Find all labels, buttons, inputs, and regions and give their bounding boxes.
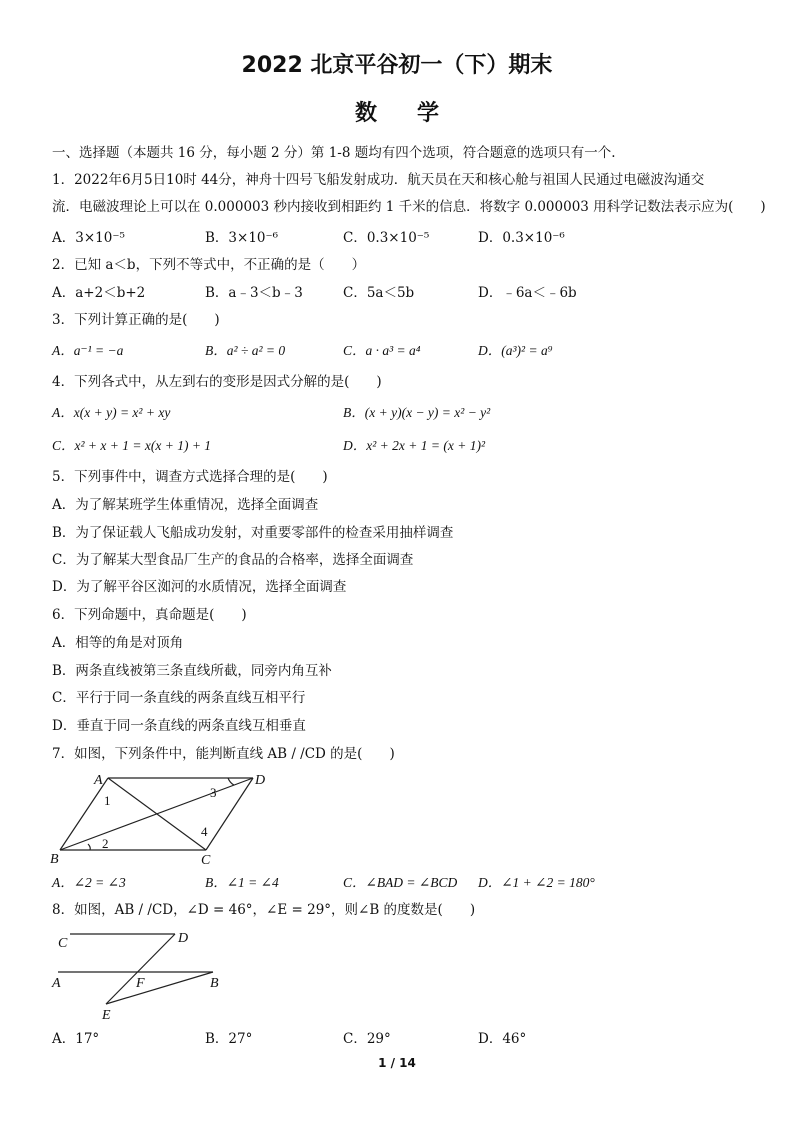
q5-stem: 5．下列事件中，调查方式选择合理的是( )	[52, 469, 328, 485]
label-b: B	[50, 852, 59, 867]
q2-option-a: A．a+2＜b+2	[52, 285, 146, 301]
q1-option-d: D．0.3×10⁻⁶	[478, 230, 565, 246]
segment-ab	[60, 778, 108, 850]
q6-option-b: B．两条直线被第三条直线所截，同旁内角互补	[52, 663, 332, 679]
q4-option-b: B．(x + y)(x − y) = x² − y²	[343, 405, 491, 420]
q7-option-d: D．∠1 + ∠2 = 180°	[478, 875, 595, 890]
q3-option-a: A．a⁻¹ = −a	[52, 343, 124, 358]
q2-option-d: D．﹣6a＜﹣6b	[478, 285, 577, 301]
q6-stem: 6．下列命题中，真命题是( )	[52, 607, 247, 623]
q1-option-c: C．0.3×10⁻⁵	[343, 230, 430, 246]
q6-option-c: C．平行于同一条直线的两条直线互相平行	[52, 690, 306, 706]
q4-option-a: A．x(x + y) = x² + xy	[52, 405, 171, 420]
q3-option-c: C．a · a³ = a⁴	[343, 343, 421, 358]
segment-bd	[60, 778, 253, 850]
q2-option-b: B．a﹣3＜b﹣3	[205, 285, 303, 301]
q2-option-c: C．5a＜5b	[343, 285, 415, 301]
page-number: 1 / 14	[378, 1056, 416, 1070]
q8-option-c: C．29°	[343, 1031, 391, 1047]
q4-option-c: C．x² + x + 1 = x(x + 1) + 1	[52, 438, 212, 453]
q6-option-a: A．相等的角是对顶角	[52, 635, 184, 651]
q7-stem: 7．如图，下列条件中，能判断直线 AB / /CD 的是( )	[52, 746, 395, 762]
label-c: C	[58, 936, 68, 951]
label-a: A	[52, 976, 61, 991]
label-b: B	[210, 976, 219, 991]
q3-option-b: B．a² ÷ a² = 0	[205, 343, 286, 358]
q1-stem-line1: 1．2022年6月5日10时 44分，神舟十四号飞船发射成功．航天员在天和核心舱与祖国人民通过电磁波沟通交	[52, 172, 705, 188]
label-e: E	[102, 1008, 111, 1023]
q5-option-c: C．为了解某大型食品厂生产的食品的合格率，选择全面调查	[52, 552, 414, 568]
q7-option-b: B．∠1 = ∠4	[205, 875, 279, 890]
q1-stem-line2: 流．电磁波理论上可以在 0.000003 秒内接收到相距约 1 千米的信息．将数字 0.000003 用科学记数法表示应为( )	[52, 199, 766, 215]
label-d: D	[255, 773, 266, 788]
q3-stem: 3．下列计算正确的是( )	[52, 312, 220, 328]
section-header: 一、选择题（本题共 16 分，每小题 2 分）第 1-8 题均有四个选项，符合题意的选项只有一个.	[52, 145, 616, 161]
q5-option-a: A．为了解某班学生体重情况，选择全面调查	[52, 497, 319, 513]
q1-option-a: A．3×10⁻⁵	[52, 230, 125, 246]
label-angle-2: 2	[102, 836, 109, 851]
q5-option-b: B．为了保证载人飞船成功发射，对重要零部件的检查采用抽样调查	[52, 525, 454, 541]
label-f: F	[136, 976, 145, 991]
q4-option-d: D．x² + 2x + 1 = (x + 1)²	[343, 438, 486, 453]
q4-stem: 4．下列各式中，从左到右的变形是因式分解的是( )	[52, 374, 382, 390]
label-a: A	[94, 773, 103, 788]
label-angle-1: 1	[104, 793, 111, 808]
q7-figure	[48, 768, 278, 868]
label-c: C	[201, 853, 211, 868]
q8-option-d: D．46°	[478, 1031, 527, 1047]
q7-option-c: C．∠BAD = ∠BCD	[343, 875, 458, 890]
angle-3-arc	[228, 778, 234, 785]
label-angle-4: 4	[201, 824, 208, 839]
angle-2-arc	[88, 844, 90, 850]
label-angle-3: 3	[210, 785, 217, 800]
q6-option-d: D．垂直于同一条直线的两条直线互相垂直	[52, 718, 306, 734]
q1-option-b: B．3×10⁻⁶	[205, 230, 279, 246]
label-d: D	[178, 931, 189, 946]
q3-option-d: D．(a³)² = a⁹	[478, 343, 553, 358]
q8-stem: 8．如图，AB / /CD，∠D = 46°，∠E = 29°，则∠B 的度数是( )	[52, 902, 476, 918]
q7-option-a: A．∠2 = ∠3	[52, 875, 126, 890]
q2-stem: 2．已知 a＜b，下列不等式中，不正确的是（ ）	[52, 257, 366, 273]
q8-option-b: B．27°	[205, 1031, 253, 1047]
page-title: 2022 北京平谷初一（下）期末	[241, 53, 553, 78]
subject-title: 数学	[354, 101, 479, 126]
q8-option-a: A．17°	[52, 1031, 100, 1047]
q8-figure	[48, 924, 248, 1024]
q5-option-d: D．为了解平谷区洳河的水质情况，选择全面调查	[52, 579, 347, 595]
